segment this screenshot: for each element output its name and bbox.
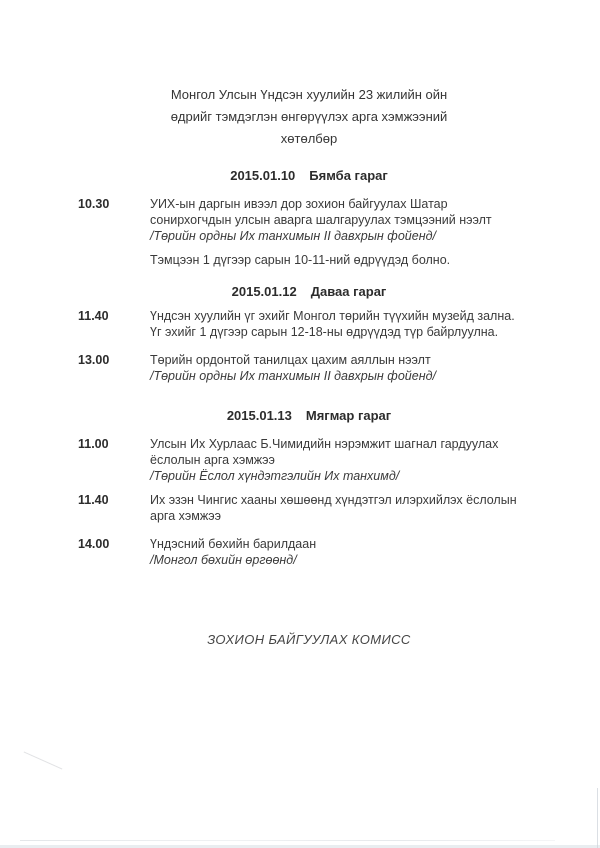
day-name: Даваа гараг bbox=[310, 284, 387, 299]
day-section-2015-01-13 bbox=[0, 408, 600, 568]
event-line: УИХ-ын даргын ивээл дор зохион байгуулах Шатар bbox=[150, 197, 448, 211]
event-description bbox=[150, 308, 515, 340]
event-row bbox=[0, 492, 600, 524]
event-row bbox=[0, 252, 600, 268]
event-description bbox=[150, 492, 517, 524]
event-venue: /Төрийн Ёслол хүндэтгэлийн Их танхимд/ bbox=[150, 469, 400, 483]
organizing-committee-signature: ЗОХИОН БАЙГУУЛАХ КОМИСС bbox=[207, 632, 411, 647]
title-line-3: хөтөлбөр bbox=[280, 131, 338, 146]
event-time: 10.30 bbox=[78, 197, 110, 211]
event-time: 11.40 bbox=[78, 309, 109, 323]
day-date: 2015.01.13 bbox=[226, 408, 292, 423]
event-description bbox=[150, 352, 436, 384]
event-line: Тэмцээн 1 дүгээр сарын 10-11-ний өдрүүдэд болно. bbox=[150, 253, 451, 267]
scan-scratch-artifact bbox=[24, 752, 63, 770]
title-line-1: Монгол Улсын Үндсэн хуулийн 23 жилийн ойн bbox=[170, 87, 448, 102]
scan-smudge-artifact bbox=[20, 840, 555, 841]
day-section-2015-01-12 bbox=[0, 284, 600, 384]
event-venue: /Төрийн ордны Их танхимын II давхрын фойенд/ bbox=[150, 369, 436, 383]
event-venue: /Монгол бөхийн өргөөнд/ bbox=[150, 553, 297, 567]
day-header bbox=[0, 408, 600, 424]
event-time: 14.00 bbox=[78, 537, 110, 551]
day-section-2015-01-10 bbox=[0, 168, 600, 268]
event-line: Их эзэн Чингис хааны хөшөөнд хүндэтгэл илэрхийлэх ёслолын bbox=[150, 493, 517, 507]
event-line: сонирхогчдын улсын аварга шалгаруулах тэмцээний нээлт bbox=[150, 213, 492, 227]
day-date: 2015.01.12 bbox=[231, 284, 297, 299]
event-row bbox=[0, 352, 600, 384]
event-line: Үндсэн хуулийн үг эхийг Монгол төрийн түүхийн музейд зална. bbox=[150, 309, 515, 323]
event-description bbox=[150, 252, 450, 268]
event-time bbox=[78, 252, 150, 268]
title-line-2: өдрийг тэмдэглэн өнгөрүүлэх арга хэмжээний bbox=[170, 109, 448, 124]
event-venue: /Төрийн ордны Их танхимын II давхрын фойенд/ bbox=[150, 229, 436, 243]
event-line: Үг эхийг 1 дүгээр сарын 12-18-ны өдрүүдэд түр байрлуулна. bbox=[150, 325, 499, 339]
event-line: Төрийн ордонтой танилцах цахим аяллын нээлт bbox=[150, 353, 431, 367]
event-time: 13.00 bbox=[78, 353, 110, 367]
day-header bbox=[0, 168, 600, 184]
event-row bbox=[0, 308, 600, 340]
event-description bbox=[150, 536, 316, 568]
event-line: арга хэмжээ bbox=[150, 509, 221, 523]
event-time: 11.00 bbox=[78, 437, 109, 451]
day-date: 2015.01.10 bbox=[230, 168, 296, 183]
event-row bbox=[0, 436, 600, 484]
scan-right-edge bbox=[597, 788, 598, 848]
event-time: 11.40 bbox=[78, 493, 109, 507]
event-line: Үндэсний бөхийн барилдаан bbox=[150, 537, 317, 551]
document-title bbox=[0, 0, 600, 150]
event-description bbox=[150, 436, 498, 484]
event-description bbox=[150, 196, 492, 244]
day-name: Бямба гараг bbox=[309, 168, 388, 183]
day-name: Мягмар гараг bbox=[305, 408, 392, 423]
event-line: ёслолын арга хэмжээ bbox=[150, 453, 275, 467]
day-header bbox=[0, 284, 600, 300]
event-row bbox=[0, 536, 600, 568]
event-line: Улсын Их Хурлаас Б.Чимидийн нэрэмжит шагнал гардуулах bbox=[150, 437, 499, 451]
event-row bbox=[0, 196, 600, 244]
